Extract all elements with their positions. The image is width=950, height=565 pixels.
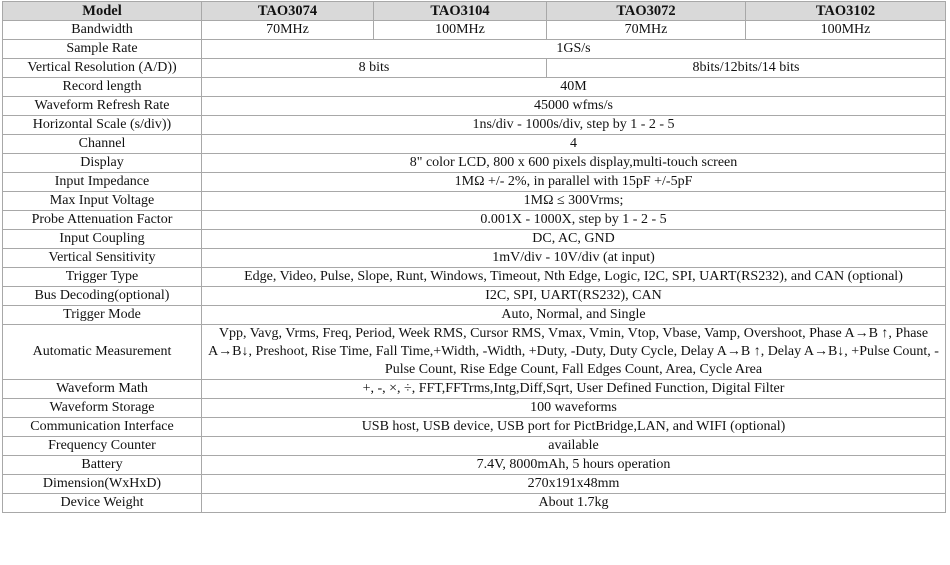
table-row	[3, 456, 946, 475]
row-label: Channel	[3, 135, 202, 154]
row-label: Trigger Mode	[3, 306, 202, 325]
cell-value: 7.4V, 8000mAh, 5 hours operation	[202, 456, 946, 475]
cell-value: Vpp, Vavg, Vrms, Freq, Period, Week RMS, Cursor RMS, Vmax, Vmin, Vtop, Vbase, Vamp, Overshoot, Phase A→B ↑, Phase A→B↓, Preshoot, Rise Time, Fall Time,+Width, -Width, +Duty, -Duty, Duty Cycle, Delay A→B ↑, Delay A→B↓, +Pulse Count, -Pulse Count, Rise Edge Count, Fall Edges Count, Area, Cycle Area	[202, 325, 946, 380]
cell-value: Auto, Normal, and Single	[202, 306, 946, 325]
table-row	[3, 192, 946, 211]
header-tao3102: TAO3102	[746, 2, 946, 21]
cell-value: +, -, ×, ÷, FFT,FFTrms,Intg,Diff,Sqrt, User Defined Function, Digital Filter	[202, 380, 946, 399]
table-row	[3, 306, 946, 325]
header-row	[3, 2, 946, 21]
row-label: Sample Rate	[3, 40, 202, 59]
row-label: Automatic Measurement	[3, 325, 202, 380]
cell-value: 4	[202, 135, 946, 154]
row-label: Device Weight	[3, 494, 202, 513]
row-label: Battery	[3, 456, 202, 475]
table-row	[3, 437, 946, 456]
cell-value: USB host, USB device, USB port for PictBridge,LAN, and WIFI (optional)	[202, 418, 946, 437]
header-tao3074: TAO3074	[202, 2, 374, 21]
table-row	[3, 40, 946, 59]
cell-value: 100MHz	[374, 21, 547, 40]
row-label: Vertical Resolution (A/D))	[3, 59, 202, 78]
table-row	[3, 116, 946, 135]
row-label: Probe Attenuation Factor	[3, 211, 202, 230]
table-row	[3, 230, 946, 249]
table-row	[3, 475, 946, 494]
table-row	[3, 399, 946, 418]
row-label: Frequency Counter	[3, 437, 202, 456]
cell-value: 8" color LCD, 800 x 600 pixels display,multi-touch screen	[202, 154, 946, 173]
table-row	[3, 154, 946, 173]
header-tao3072: TAO3072	[547, 2, 746, 21]
row-label: Trigger Type	[3, 268, 202, 287]
cell-value: I2C, SPI, UART(RS232), CAN	[202, 287, 946, 306]
cell-value: 45000 wfms/s	[202, 97, 946, 116]
cell-value: 100MHz	[746, 21, 946, 40]
table-row	[3, 287, 946, 306]
table-row	[3, 59, 946, 78]
cell-value: available	[202, 437, 946, 456]
table-row	[3, 78, 946, 97]
cell-value: 40M	[202, 78, 946, 97]
row-label: Dimension(WxHxD)	[3, 475, 202, 494]
row-label: Waveform Storage	[3, 399, 202, 418]
spec-table	[2, 1, 946, 513]
cell-value: 8bits/12bits/14 bits	[547, 59, 946, 78]
cell-value: 100 waveforms	[202, 399, 946, 418]
table-row	[3, 325, 946, 380]
row-label: Horizontal Scale (s/div))	[3, 116, 202, 135]
row-label: Waveform Refresh Rate	[3, 97, 202, 116]
row-label: Bandwidth	[3, 21, 202, 40]
cell-value: About 1.7kg	[202, 494, 946, 513]
cell-value: DC, AC, GND	[202, 230, 946, 249]
cell-value: 1mV/div - 10V/div (at input)	[202, 249, 946, 268]
cell-value: 70MHz	[202, 21, 374, 40]
row-label: Bus Decoding(optional)	[3, 287, 202, 306]
row-label: Input Coupling	[3, 230, 202, 249]
table-row	[3, 211, 946, 230]
cell-value: 1ns/div - 1000s/div, step by 1 - 2 - 5	[202, 116, 946, 135]
cell-value: 1MΩ ≤ 300Vrms;	[202, 192, 946, 211]
row-label: Input Impedance	[3, 173, 202, 192]
row-label: Record length	[3, 78, 202, 97]
cell-value: Edge, Video, Pulse, Slope, Runt, Windows, Timeout, Nth Edge, Logic, I2C, SPI, UART(RS232), and CAN (optional)	[202, 268, 946, 287]
row-label: Communication Interface	[3, 418, 202, 437]
row-label: Max Input Voltage	[3, 192, 202, 211]
cell-value: 0.001X - 1000X, step by 1 - 2 - 5	[202, 211, 946, 230]
table-row	[3, 380, 946, 399]
row-label: Waveform Math	[3, 380, 202, 399]
table-row	[3, 21, 946, 40]
table-row	[3, 494, 946, 513]
cell-value: 1MΩ +/- 2%, in parallel with 15pF +/-5pF	[202, 173, 946, 192]
row-label: Display	[3, 154, 202, 173]
table-row	[3, 418, 946, 437]
table-row	[3, 268, 946, 287]
table-row	[3, 249, 946, 268]
table-row	[3, 97, 946, 116]
cell-value: 70MHz	[547, 21, 746, 40]
cell-value: 270x191x48mm	[202, 475, 946, 494]
table-row	[3, 135, 946, 154]
table-row	[3, 173, 946, 192]
cell-value: 8 bits	[202, 59, 547, 78]
header-tao3104: TAO3104	[374, 2, 547, 21]
cell-value: 1GS/s	[202, 40, 946, 59]
header-model: Model	[3, 2, 202, 21]
row-label: Vertical Sensitivity	[3, 249, 202, 268]
